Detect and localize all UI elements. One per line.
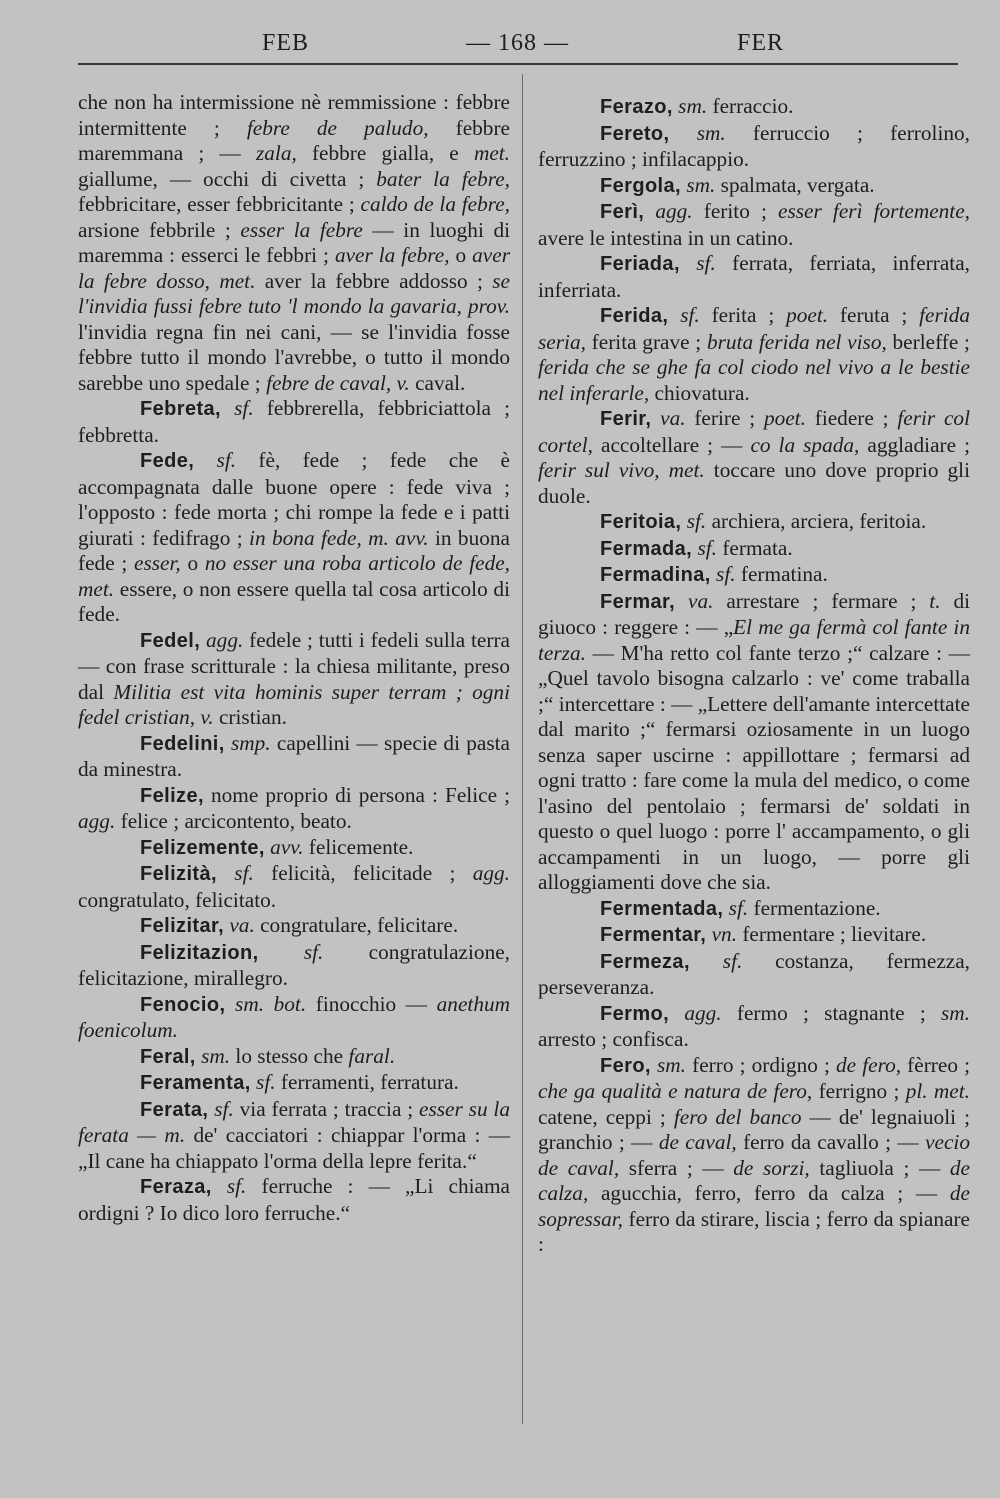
italic-text: agg. — [200, 627, 244, 652]
italic-text: ferir col cortel, — [538, 406, 970, 457]
italic-text: agg. — [644, 199, 693, 223]
definition-text: felice ; arcicontento, beato. — [115, 809, 352, 833]
headword: Fermar, — [600, 590, 676, 613]
headword: Fede, — [140, 450, 195, 472]
definition-text: agucchia, ferro, ferro da calza ; — — [588, 1181, 950, 1205]
dictionary-entry — [538, 949, 970, 1001]
italic-text: aver la febre dosso, met. — [78, 243, 510, 293]
definition-text: fermo ; stagnante ; — [721, 1000, 942, 1025]
dictionary-entry — [538, 251, 970, 303]
italic-text: febre de paludo, — [246, 115, 429, 140]
italic-text: va. — [675, 588, 714, 613]
italic-text: poet. — [786, 303, 829, 327]
definition-text: arrestare ; fermare ; — [713, 588, 930, 613]
italic-text: co la spada, — [750, 432, 860, 457]
dictionary-entry — [78, 913, 510, 940]
dictionary-entry — [78, 396, 510, 448]
italic-text: sf. — [710, 562, 736, 586]
definition-text: chiovatura. — [649, 380, 750, 405]
italic-text: caldo de la febre, — [360, 192, 511, 216]
definition-text: felicità, felicitade ; — [253, 861, 473, 885]
italic-text: Militia est vita hominis super terram ; ogni fedel cristian, v. — [78, 679, 510, 729]
headword: Feriada, — [600, 253, 680, 275]
headword: Ferazo, — [600, 96, 673, 118]
italic-text: in bona fede, m. avv. — [249, 525, 429, 550]
italic-text: sf. — [723, 895, 749, 920]
headword: Fereto, — [600, 122, 670, 145]
dictionary-entry — [78, 1097, 510, 1175]
headword: Fermeza, — [600, 950, 690, 973]
definition-text: berleffe ; — [886, 329, 970, 354]
italic-text: sm. — [195, 1043, 231, 1068]
headword: Fero, — [600, 1054, 651, 1077]
definition-text: caval. — [409, 370, 466, 395]
headword: Fenocio, — [140, 993, 226, 1016]
italic-text: va. — [224, 913, 255, 937]
italic-text: esser la febre — [240, 217, 363, 242]
definition-text: lo stesso che — [230, 1043, 349, 1068]
definition-text: essere, o non essere quella tal cosa articolo di fede. — [78, 576, 510, 626]
dictionary-entry — [78, 940, 510, 992]
definition-text: fermata. — [717, 535, 793, 560]
headword: Fermada, — [600, 537, 693, 560]
italic-text: sf. — [681, 509, 707, 533]
italic-text: poet. — [763, 406, 806, 430]
italic-text: sm. — [681, 172, 716, 197]
definition-text: o — [449, 243, 473, 267]
italic-text: smp. — [224, 730, 271, 755]
italic-text: esser ferì fortemente, — [778, 199, 971, 223]
dictionary-entry — [538, 589, 970, 896]
italic-text: de sorzi, — [733, 1155, 810, 1180]
headword: Fermentada, — [600, 897, 724, 920]
definition-text: fèrreo ; — [901, 1052, 970, 1077]
headword: Feraza, — [140, 1176, 212, 1198]
definition-text: — M'ha retto col fante terzo ;“ calzare : — „Quel tavolo bisogna calzarlo : ve' come traballa ;“ intercettare : — „Lettere dell'amante intercettate dal marito ;“ fermarsi oziosamente in un luogo senza saper uscirne : appillottare ; fermarsi ad ogni tratto : fare come la mula del medico, o come l'asino del pentolaio ; fermarsi de' soldati in questo o quel luogo : porre l' accampamento, o gli accampamenti in un luogo, — porre gli alloggiamenti dove che sia. — [538, 640, 970, 894]
definition-text: ferita grave ; — [585, 329, 707, 354]
dictionary-entry — [538, 1001, 970, 1053]
definition-text: spalmata, vergata. — [715, 172, 875, 197]
definition-text: febbricitare, esser febbricitante ; — [78, 192, 361, 216]
definition-text: finocchio — — [306, 991, 437, 1016]
definition-text: ferruche : — „Li chiama ordigni ? Io dico loro ferruche.“ — [78, 1174, 510, 1225]
definition-text: — de' legnaiuoli ; granchio ; — — [538, 1104, 970, 1154]
dictionary-entry — [78, 992, 510, 1044]
definition-text: di giuoco : reggere : — „ — [538, 588, 971, 639]
definition-text: l'invidia regna fin nei cani, — se l'invidia fosse febbre tutto il mondo l'avrebbe, o tutto il mondo sarebbe uno spedale ; — [78, 319, 510, 395]
definition-text: ferita ; — [699, 303, 787, 327]
dictionary-entry — [538, 536, 970, 563]
italic-text: vn. — [706, 922, 738, 946]
italic-text: pl. met. — [905, 1079, 970, 1103]
right-column — [538, 94, 970, 1258]
italic-text: sm. — [669, 120, 726, 145]
definition-text: felicemente. — [303, 834, 414, 859]
italic-text: vecio de caval, — [538, 1130, 970, 1180]
headword: Felizitar, — [140, 915, 225, 937]
dictionary-entry — [538, 173, 970, 200]
headword: Fermadina, — [600, 564, 711, 586]
dictionary-entry — [538, 406, 970, 509]
italic-text: sf. — [211, 1174, 247, 1198]
dictionary-entry — [78, 90, 510, 396]
dictionary-entry — [78, 1174, 510, 1226]
italic-text: sf. — [194, 448, 237, 472]
headword: Fermo, — [600, 1002, 670, 1025]
definition-text: fermentazione. — [748, 895, 881, 920]
dictionary-entry — [538, 922, 970, 949]
definition-text: ferito ; — [692, 199, 779, 223]
headword: Ferì, — [600, 201, 645, 223]
header-rule — [78, 63, 958, 65]
definition-text: sferra ; — — [619, 1155, 734, 1180]
headword: Felize, — [140, 784, 204, 807]
dictionary-entry — [78, 731, 510, 783]
headword: Felizemente, — [140, 836, 265, 859]
italic-text: sm. — [672, 94, 708, 118]
definition-text: de' cacciatori : chiappar l'orma : — „Il cane ha chiappato l'orma della lepre ferita.“ — [78, 1123, 510, 1173]
dictionary-entry — [538, 199, 970, 251]
definition-text: febbrerella, febbriciattola ; febbretta. — [78, 396, 510, 447]
dictionary-entry — [538, 562, 970, 589]
headword: Feritoia, — [600, 511, 682, 533]
italic-text: bater la febre, — [376, 166, 510, 191]
italic-text: agg. — [78, 809, 116, 833]
definition-text: aggladiare ; — [859, 432, 971, 457]
headword: Ferida, — [600, 305, 669, 327]
dictionary-entry — [538, 509, 970, 536]
italic-text: se l'invidia fussi febre tuto 'l mondo la gavaria, prov. — [78, 268, 510, 318]
italic-text: sf. — [679, 251, 716, 275]
italic-text: de caval, — [658, 1130, 737, 1154]
italic-text: met. — [473, 141, 511, 165]
definition-text: giallume, — occhi di civetta ; — [78, 166, 377, 191]
dictionary-entry — [538, 1053, 970, 1258]
dictionary-entry — [78, 448, 510, 628]
italic-text: che ga qualità e natura de fero, — [538, 1079, 813, 1103]
italic-text: sf. — [216, 861, 254, 885]
italic-text: sf. — [258, 939, 324, 964]
definition-text: avere le intestina in un catino. — [538, 225, 794, 250]
headword: Feral, — [140, 1045, 196, 1068]
header-left-guideword: FEB — [262, 30, 310, 56]
headword: Ferata, — [140, 1098, 209, 1121]
definition-text: in buona fede ; — [78, 525, 510, 575]
italic-text: de sopressar, — [538, 1181, 970, 1231]
italic-text: no esser una roba articolo de fede, met. — [78, 551, 511, 601]
definition-text: ferrigno ; — [812, 1079, 906, 1103]
italic-text: esser, — [134, 551, 181, 575]
italic-text: de fero, — [836, 1052, 902, 1077]
italic-text: avv. — [264, 834, 304, 859]
definition-text: fermatina. — [735, 562, 828, 586]
definition-text: tagliuola ; — — [809, 1155, 950, 1180]
definition-text: catene, ceppi ; — [538, 1104, 674, 1129]
definition-text: o — [180, 551, 205, 575]
italic-text: sm. — [650, 1052, 687, 1077]
italic-text: ferida che se ghe fa col ciodo nel vivo a le bestie nel inferarle, — [538, 355, 970, 405]
italic-text: sf. — [668, 303, 700, 327]
italic-text: sf. — [692, 535, 717, 560]
definition-text: arsione febbrile ; — [78, 217, 241, 242]
italic-text: sf. — [250, 1070, 276, 1094]
definition-text: feruta ; — [828, 303, 920, 327]
headword: Feramenta, — [140, 1072, 251, 1094]
italic-text: sf. — [689, 948, 743, 973]
definition-text: ferrata, ferriata, inferrata, inferriata. — [538, 251, 970, 302]
definition-text: — in luoghi di maremma : esserci le febbri ; — [78, 217, 511, 267]
dictionary-entry — [538, 896, 970, 923]
italic-text: sm. — [941, 1000, 971, 1025]
definition-text: ferraccio. — [707, 94, 794, 118]
definition-text: ferramenti, ferratura. — [275, 1070, 459, 1094]
italic-text: ferir sul vivo, met. — [538, 458, 705, 482]
italic-text: sf. — [208, 1096, 234, 1121]
definition-text: cristian. — [213, 705, 287, 729]
dictionary-entry — [78, 783, 510, 835]
definition-text: accoltellare ; — — [593, 432, 751, 457]
italic-text: t. — [929, 588, 941, 613]
definition-text: fè, fede ; fede che è accompagnata dalle buone opere : fede viva ; l'opposto : fede morta ; chi rompe la fede e i patti giurati : fedifrago ; — [78, 448, 511, 550]
headword: Felizitazion, — [140, 941, 259, 964]
italic-text: fero del banco — [673, 1104, 802, 1129]
definition-text: aver la febbre addosso ; — [255, 268, 493, 293]
italic-text: ferida seria, — [538, 303, 970, 354]
definition-text: febbre gialla, e — [296, 141, 474, 165]
dictionary-entry — [538, 303, 970, 406]
definition-text: congratulato, felicitato. — [78, 887, 277, 912]
definition-text: costanza, fermezza, perseveranza. — [538, 948, 970, 999]
column-divider — [522, 74, 523, 1424]
definition-text: che non ha intermissione nè remmissione : febbre intermittente ; — [78, 90, 510, 140]
italic-text: sf. — [221, 396, 254, 420]
dictionary-entry — [78, 835, 510, 862]
definition-text: nome proprio di persona : Felice ; — [203, 782, 510, 807]
italic-text: esser su la ferata — m. — [78, 1096, 511, 1147]
headword: Ferir, — [600, 408, 652, 430]
definition-text: fermentare ; lievitare. — [737, 922, 927, 946]
dictionary-entry — [538, 121, 970, 173]
definition-text: fedele ; tutti i fedeli sulla terra — con frase scritturale : la chiesa militante, preso dal — [78, 627, 510, 704]
italic-text: bruta ferida nel viso, — [706, 329, 887, 354]
page-header — [0, 28, 1000, 64]
definition-text: via ferrata ; traccia ; — [233, 1096, 420, 1121]
italic-text: agg. — [669, 1000, 722, 1025]
definition-text: ferire ; — [685, 406, 764, 430]
italic-text: aver la febre, — [334, 243, 450, 267]
definition-text: archiera, arciera, feritoia. — [706, 509, 927, 533]
definition-text: congratulare, felicitare. — [254, 913, 459, 937]
dictionary-entry — [78, 861, 510, 913]
definition-text: ferruccio ; ferrolino, ferruzzino ; infilacappio. — [538, 120, 970, 171]
definition-text: ferro da stirare, liscia ; ferro da spianare : — [538, 1206, 970, 1256]
definition-text: arresto ; confisca. — [538, 1027, 689, 1051]
dictionary-entry — [78, 1070, 510, 1097]
page-number: — 168 — — [466, 30, 569, 56]
headword: Febreta, — [140, 398, 222, 420]
dictionary-entry — [78, 628, 510, 731]
header-right-guideword: FER — [737, 30, 785, 56]
definition-text: fiedere ; — [805, 406, 898, 430]
definition-text: febbre maremmana ; — — [78, 115, 510, 165]
definition-text: congratulazione, felicitazione, mirallegro. — [78, 939, 510, 990]
definition-text: ferro da cavallo ; — — [736, 1130, 926, 1154]
italic-text: agg. — [472, 861, 511, 885]
italic-text: sm. bot. — [225, 991, 307, 1016]
italic-text: faral. — [348, 1043, 396, 1068]
definition-text: capellini — specie di pasta da minestra. — [78, 730, 510, 781]
headword: Fermentar, — [600, 924, 707, 946]
italic-text: febre de caval, v. — [266, 370, 410, 395]
italic-text: de calza, — [538, 1155, 970, 1205]
left-column — [78, 90, 510, 1226]
italic-text: zala, — [255, 141, 297, 165]
definition-text: ferro ; ordigno ; — [686, 1052, 836, 1077]
definition-text: toccare uno dove proprio gli duole. — [538, 458, 971, 508]
headword: Fedel, — [140, 629, 201, 652]
italic-text: va. — [651, 406, 686, 430]
headword: Fedelini, — [140, 732, 225, 755]
headword: Felizità, — [140, 863, 217, 885]
dictionary-entry — [78, 1044, 510, 1071]
italic-text: El me ga fermà col fante in terza. — [538, 615, 970, 665]
italic-text: anethum foenicolum. — [78, 991, 510, 1042]
headword: Fergola, — [600, 174, 681, 197]
dictionary-entry — [538, 94, 970, 121]
